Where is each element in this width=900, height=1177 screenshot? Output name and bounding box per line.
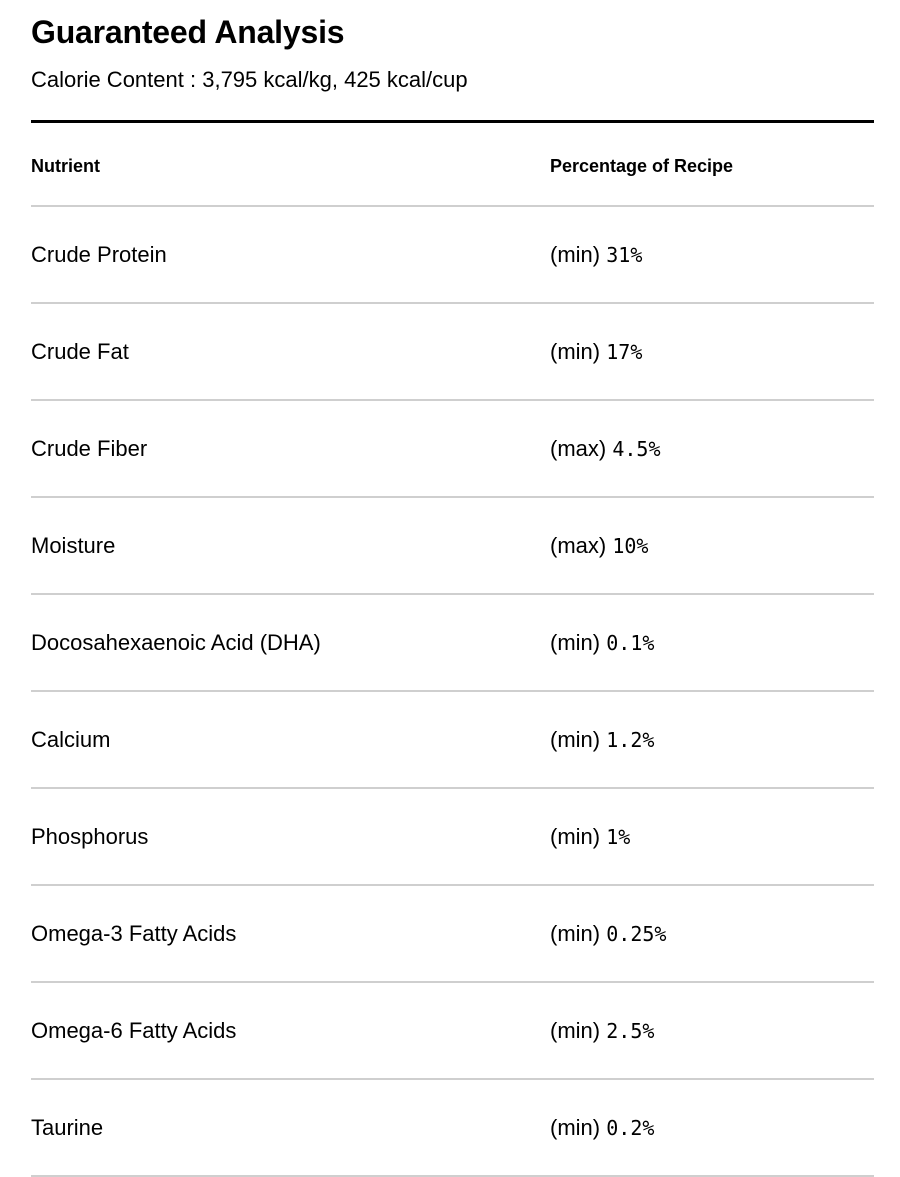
nutrient-name: Crude Fat: [31, 338, 129, 364]
nutrient-qualifier: (max): [550, 435, 607, 461]
nutrient-percentage: [550, 1017, 874, 1045]
nutrient-name: Docosahexaenoic Acid (DHA): [31, 629, 321, 655]
table-row: [31, 886, 874, 983]
nutrient-amount: 2.5%: [606, 1018, 655, 1043]
table-row: [31, 498, 874, 595]
nutrient-amount: 17%: [606, 339, 643, 364]
calorie-content-value: 3,795 kcal/kg, 425 kcal/cup: [202, 67, 468, 92]
nutrient-percentage: [550, 241, 874, 269]
table-row: [31, 401, 874, 498]
nutrient-amount: 0.25%: [606, 921, 667, 946]
nutrient-percentage: [550, 726, 874, 754]
table-row: [31, 789, 874, 886]
nutrient-name: Crude Protein: [31, 241, 167, 267]
page-title: Guaranteed Analysis: [31, 14, 345, 50]
nutrient-qualifier: (min): [550, 726, 601, 752]
nutrient-percentage: [550, 823, 874, 851]
nutrient-amount: 0.1%: [606, 630, 655, 655]
nutrient-name: Calcium: [31, 726, 111, 752]
nutrient-qualifier: (min): [550, 1017, 601, 1043]
nutrient-amount: 10%: [612, 533, 649, 558]
nutrient-percentage: [550, 338, 874, 366]
nutrient-percentage: [550, 435, 874, 463]
nutrient-name: Taurine: [31, 1114, 104, 1140]
nutrient-amount: 4.5%: [612, 436, 661, 461]
table-row: [31, 1080, 874, 1177]
nutrient-qualifier: (min): [550, 629, 601, 655]
nutrient-amount: 31%: [606, 242, 643, 267]
nutrient-qualifier: (max): [550, 532, 607, 558]
table-row: [31, 595, 874, 692]
calorie-content-label: Calorie Content :: [31, 67, 202, 92]
nutrient-name: Omega-3 Fatty Acids: [31, 920, 237, 946]
nutrient-amount: 1.2%: [606, 727, 655, 752]
nutrient-name: Moisture: [31, 532, 116, 558]
nutrient-amount: 1%: [606, 824, 631, 849]
column-header-percentage: Percentage of Recipe: [550, 156, 734, 176]
nutrient-name: Omega-6 Fatty Acids: [31, 1017, 237, 1043]
table-header-row: [31, 123, 874, 207]
nutrient-qualifier: (min): [550, 920, 601, 946]
table-row: [31, 983, 874, 1080]
nutrient-qualifier: (min): [550, 338, 601, 364]
nutrient-percentage: [550, 920, 874, 948]
nutrient-qualifier: (min): [550, 823, 601, 849]
table-row: [31, 207, 874, 304]
nutrient-percentage: [550, 629, 874, 657]
nutrient-amount: 0.2%: [606, 1115, 655, 1140]
nutrient-name: Crude Fiber: [31, 435, 148, 461]
calorie-content: [31, 66, 874, 94]
nutrient-qualifier: (min): [550, 241, 601, 267]
nutrient-table: [31, 123, 874, 1177]
column-header-nutrient: Nutrient: [31, 156, 100, 176]
nutrient-qualifier: (min): [550, 1114, 601, 1140]
nutrient-percentage: [550, 1114, 874, 1142]
nutrient-name: Phosphorus: [31, 823, 149, 849]
nutrient-percentage: [550, 532, 874, 560]
table-row: [31, 304, 874, 401]
table-row: [31, 692, 874, 789]
